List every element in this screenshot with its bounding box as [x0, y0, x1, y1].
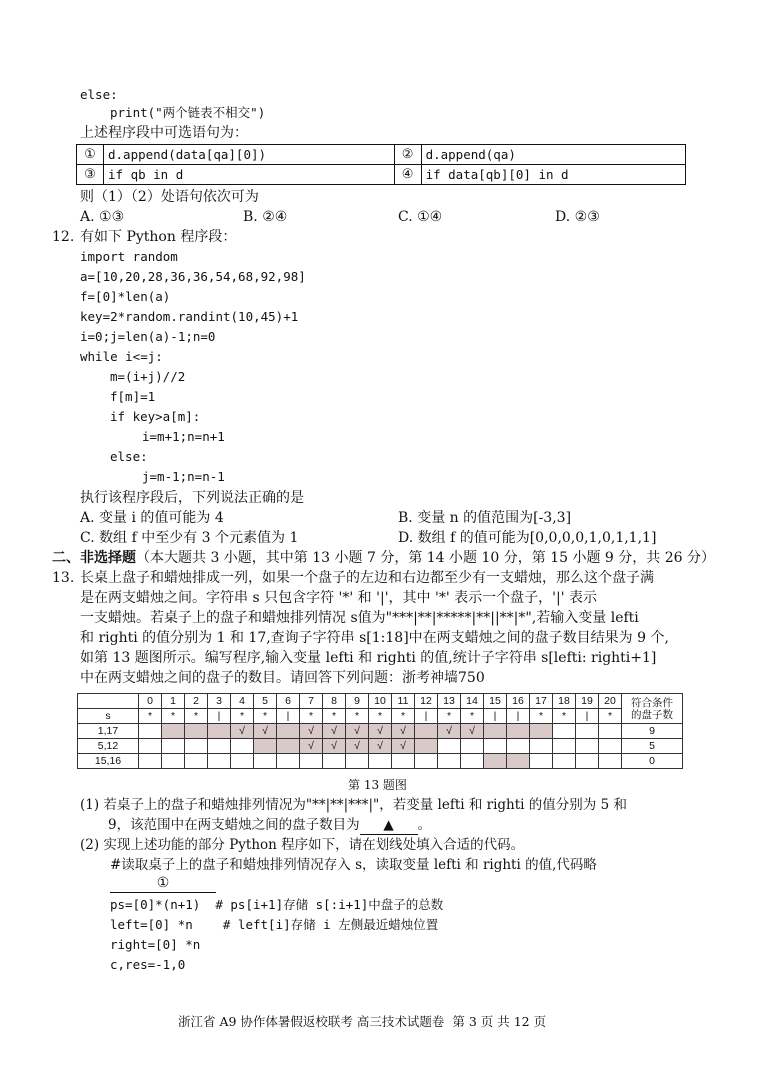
figure-13-grid — [77, 693, 683, 769]
q12-choice-b — [398, 509, 571, 527]
option-num: ③ — [77, 165, 104, 185]
sub1-text: 9，该范围中在两支蜡烛之间的盘子数目为 — [108, 817, 360, 833]
grid-cell — [530, 724, 553, 739]
grid-index-header: 10 — [369, 694, 392, 709]
grid-index-header: 8 — [323, 694, 346, 709]
grid-cell — [530, 754, 553, 769]
grid-row-label: 1,17 — [78, 724, 139, 739]
grid-cell: √ — [346, 724, 369, 739]
grid-cell — [599, 739, 622, 754]
table-row — [78, 694, 683, 709]
sub1-end: 。 — [417, 817, 432, 833]
q11-choice-a — [80, 208, 124, 226]
q12-choice-a — [80, 509, 224, 527]
grid-index-header: 20 — [599, 694, 622, 709]
grid-cell: √ — [346, 739, 369, 754]
choice-text: 数组 f 中至少有 3 个元素值为 1 — [99, 530, 299, 546]
table-row — [78, 724, 683, 739]
grid-cell — [231, 754, 254, 769]
q12-number: 12. — [52, 229, 75, 245]
grid-index-header: 15 — [484, 694, 507, 709]
grid-cell: √ — [254, 724, 277, 739]
grid-cell — [553, 739, 576, 754]
table-row — [78, 754, 683, 769]
grid-cell — [507, 739, 530, 754]
grid-cell — [507, 724, 530, 739]
grid-cell — [277, 739, 300, 754]
grid-cell — [185, 739, 208, 754]
grid-cell — [599, 754, 622, 769]
grid-cell — [139, 754, 162, 769]
q11-choice-c — [398, 208, 442, 226]
choice-label: D. — [398, 530, 414, 546]
page-footer: 浙江省 A9 协作体暑假返校联考 高三技术试题卷 第 3 页 共 12 页 — [178, 1014, 547, 1029]
grid-s-cell: * — [185, 709, 208, 724]
choice-text: 数组 f 的值可能为[0,0,0,0,1,0,1,1,1] — [417, 530, 657, 546]
choice-label: A. — [80, 209, 95, 225]
q13-code-line: right=[0] *n — [110, 937, 201, 952]
grid-cell — [139, 724, 162, 739]
grid-cell: √ — [323, 724, 346, 739]
grid-s-cell: * — [438, 709, 461, 724]
q13-sub1-line2 — [108, 816, 431, 835]
grid-s-cell: * — [300, 709, 323, 724]
grid-cell — [185, 754, 208, 769]
choice-label: C. — [398, 209, 413, 225]
q12-question: 执行该程序段后，下列说法正确的是 — [80, 490, 304, 506]
grid-cell: √ — [369, 739, 392, 754]
grid-index-header: 12 — [415, 694, 438, 709]
choice-label: B. — [243, 209, 258, 225]
grid-cell — [392, 754, 415, 769]
q13-code-line: c,res=-1,0 — [110, 957, 186, 972]
q12-choice-c — [80, 529, 298, 547]
option-num: ④ — [394, 165, 421, 185]
grid-index-header: 11 — [392, 694, 415, 709]
option-code: if qb in d — [104, 165, 395, 185]
grid-s-cell: * — [323, 709, 346, 724]
grid-cell: √ — [300, 739, 323, 754]
choice-text: 变量 n 的值范围为[-3,3] — [417, 510, 572, 526]
q12-code-line: else: — [110, 449, 148, 464]
code-print: print("两个链表不相交") — [110, 105, 266, 120]
q13-para-line: 一支蜡烛。若桌子上的盘子和蜡烛排列情况 s值为"***|**|*****|**||**|*",若输入变量 lefti — [80, 610, 639, 626]
q11-choice-d — [555, 208, 600, 226]
grid-count: 9 — [622, 724, 683, 739]
grid-index-header: 19 — [576, 694, 599, 709]
grid-cell: √ — [392, 739, 415, 754]
grid-cell — [369, 754, 392, 769]
grid-index-header: 7 — [300, 694, 323, 709]
q12-code-line: i=m+1;n=n+1 — [142, 429, 225, 444]
count-header — [622, 694, 683, 724]
grid-index-header: 13 — [438, 694, 461, 709]
grid-index-header: 14 — [461, 694, 484, 709]
grid-cell — [484, 739, 507, 754]
option-code: d.append(data[qa][0]) — [104, 145, 395, 165]
q11-stem: 则（1）（2）处语句依次可为 — [80, 189, 259, 205]
grid-cell: √ — [369, 724, 392, 739]
grid-cell — [553, 724, 576, 739]
grid-cell — [208, 739, 231, 754]
table-row — [78, 739, 683, 754]
grid-s-cell: * — [530, 709, 553, 724]
option-code: if data[qb][0] in d — [421, 165, 685, 185]
grid-s-cell: | — [484, 709, 507, 724]
grid-s-cell: * — [369, 709, 392, 724]
q13-para-line: 长桌上盘子和蜡烛排成一列，如果一个盘子的左边和右边都至少有一支蜡烛，那么这个盘子满 — [80, 570, 654, 586]
grid-s-cell: | — [415, 709, 438, 724]
grid-s-cell: | — [576, 709, 599, 724]
option-num: ① — [77, 145, 104, 165]
grid-cell — [576, 724, 599, 739]
choice-label: A. — [80, 510, 95, 526]
grid-cell — [438, 739, 461, 754]
grid-s-cell: | — [507, 709, 530, 724]
grid-cell — [185, 724, 208, 739]
grid-cell — [507, 754, 530, 769]
grid-index-header: 9 — [346, 694, 369, 709]
q13-para-line: 和 righti 的值分别为 1 和 17,查询子字符串 s[1:18]中在两支蜡烛之间的盘子数目结果为 9 个, — [80, 630, 669, 646]
section-title: 二、非选择题 — [52, 550, 136, 566]
grid-cell — [576, 739, 599, 754]
q12-intro: 有如下 Python 程序段： — [80, 229, 237, 245]
grid-cell — [277, 754, 300, 769]
choice-label: B. — [398, 510, 413, 526]
grid-cell — [139, 739, 162, 754]
grid-cell — [162, 739, 185, 754]
grid-cell: √ — [300, 724, 323, 739]
grid-cell — [530, 739, 553, 754]
grid-cell — [599, 724, 622, 739]
grid-index-header: 16 — [507, 694, 530, 709]
blank-1-label: ① — [110, 874, 216, 893]
q13-code-comment: #读取桌子上的盘子和蜡烛排列情况存入 s，读取变量 lefti 和 righti 的值,代码略 — [110, 857, 597, 873]
grid-cell: √ — [323, 739, 346, 754]
section-heading — [52, 549, 715, 567]
grid-row-label: 5,12 — [78, 739, 139, 754]
options-table — [76, 144, 686, 185]
grid-cell — [208, 754, 231, 769]
q11-choice-b — [243, 208, 287, 226]
q13-code-line: left=[0] *n # left[i]存储 i 左侧最近蜡烛位置 — [110, 917, 439, 932]
grid-s-cell: | — [208, 709, 231, 724]
grid-cell — [484, 754, 507, 769]
grid-index-header: 6 — [277, 694, 300, 709]
grid-cell — [438, 754, 461, 769]
choice-text: 变量 i 的值可能为 4 — [99, 510, 224, 526]
grid-s-cell: * — [346, 709, 369, 724]
grid-index-header: 1 — [162, 694, 185, 709]
choice-label: C. — [80, 530, 95, 546]
grid-index-header: 3 — [208, 694, 231, 709]
grid-cell — [576, 754, 599, 769]
grid-index-header: 4 — [231, 694, 254, 709]
grid-s-cell: * — [231, 709, 254, 724]
grid-cell: √ — [461, 724, 484, 739]
q13-para-line: 如第 13 题图所示。编写程序,输入变量 lefti 和 righti 的值,统计子字符串 s[lefti: righti+1] — [80, 650, 657, 666]
grid-cell — [484, 724, 507, 739]
code-else: else: — [80, 87, 118, 102]
grid-cell: √ — [231, 724, 254, 739]
grid-cell — [323, 754, 346, 769]
q12-code-line: m=(i+j)//2 — [110, 369, 186, 384]
grid-cell — [415, 724, 438, 739]
q12-code-line: i=0;j=len(a)-1;n=0 — [80, 329, 216, 344]
grid-cell — [415, 754, 438, 769]
q12-code-line: a=[10,20,28,36,36,54,68,92,98] — [80, 269, 306, 284]
grid-s-cell: * — [392, 709, 415, 724]
grid-cell: √ — [392, 724, 415, 739]
table-row — [77, 165, 686, 185]
q13-sub2: (2) 实现上述功能的部分 Python 程序如下，请在划线处填入合适的代码。 — [80, 837, 525, 853]
section-desc: （本大题共 3 小题，其中第 13 小题 7 分，第 14 小题 10 分，第 15 小题 9 分，共 26 分） — [136, 550, 715, 566]
q12-code-line: while i<=j: — [80, 349, 163, 364]
grid-cell — [461, 754, 484, 769]
option-code: d.append(qa) — [421, 145, 685, 165]
grid-row-label: s — [78, 709, 139, 724]
q12-code-line: f=[0]*len(a) — [80, 289, 171, 304]
q12-choice-d — [398, 529, 656, 547]
grid-s-cell: * — [553, 709, 576, 724]
grid-cell — [346, 754, 369, 769]
q13-para-line: 是在两支蜡烛之间。字符串 s 只包含字符 '*' 和 '|'，其中 '*' 表示一个盘子，'|' 表示 — [80, 590, 598, 606]
q13-code-line: ps=[0]*(n+1) # ps[i+1]存储 s[:i+1]中盘子的总数 — [110, 897, 444, 912]
q12-code-line: f[m]=1 — [110, 389, 156, 404]
grid-cell — [277, 724, 300, 739]
q13-para-line: 中在两支蜡烛之间的盘子的数目。请回答下列问题：浙考神墙750 — [80, 670, 485, 686]
count-header-line: 的盘子数 — [631, 708, 673, 721]
code-blank-1[interactable] — [110, 874, 216, 893]
grid-index-header: 17 — [530, 694, 553, 709]
grid-cell — [162, 754, 185, 769]
grid-cell — [208, 724, 231, 739]
grid-s-cell: * — [599, 709, 622, 724]
figure-caption: 第 13 题图 — [348, 778, 407, 792]
grid-index-header: 2 — [185, 694, 208, 709]
grid-cell: √ — [438, 724, 461, 739]
grid-count: 0 — [622, 754, 683, 769]
grid-cell — [300, 754, 323, 769]
grid-s-cell: * — [139, 709, 162, 724]
grid-count: 5 — [622, 739, 683, 754]
choice-label: D. — [555, 209, 571, 225]
grid-cell — [553, 754, 576, 769]
q12-code-line: import random — [80, 249, 178, 264]
q12-code-line: j=m-1;n=n-1 — [142, 469, 225, 484]
count-header-line: 符合条件 — [631, 696, 673, 709]
grid-index-header: 0 — [139, 694, 162, 709]
q13-number: 13. — [52, 570, 75, 586]
grid-row-label: 15,16 — [78, 754, 139, 769]
choice-text: ②③ — [574, 209, 600, 225]
table-row — [77, 145, 686, 165]
grid-cell — [162, 724, 185, 739]
optional-intro: 上述程序段中可选语句为： — [80, 125, 248, 141]
grid-corner — [78, 694, 139, 709]
grid-s-cell: | — [277, 709, 300, 724]
answer-blank[interactable]: ▲ — [360, 816, 418, 835]
grid-cell — [231, 739, 254, 754]
q12-code-line: if key>a[m]: — [110, 409, 201, 424]
grid-cell — [254, 739, 277, 754]
option-num: ② — [394, 145, 421, 165]
choice-text: ②④ — [262, 209, 288, 225]
grid-cell — [461, 739, 484, 754]
grid-cell — [254, 754, 277, 769]
q13-sub1-line1: (1) 若桌子上的盘子和蜡烛排列情况为"**|**|***|"，若变量 lefti 和 righti 的值分别为 5 和 — [80, 797, 627, 813]
grid-index-header: 18 — [553, 694, 576, 709]
grid-index-header: 5 — [254, 694, 277, 709]
grid-s-cell: * — [162, 709, 185, 724]
grid-cell — [415, 739, 438, 754]
grid-s-cell: * — [254, 709, 277, 724]
grid-s-cell: * — [461, 709, 484, 724]
table-row — [78, 709, 683, 724]
q12-code-line: key=2*random.randint(10,45)+1 — [80, 309, 299, 324]
choice-text: ①③ — [99, 209, 125, 225]
choice-text: ①④ — [417, 209, 443, 225]
